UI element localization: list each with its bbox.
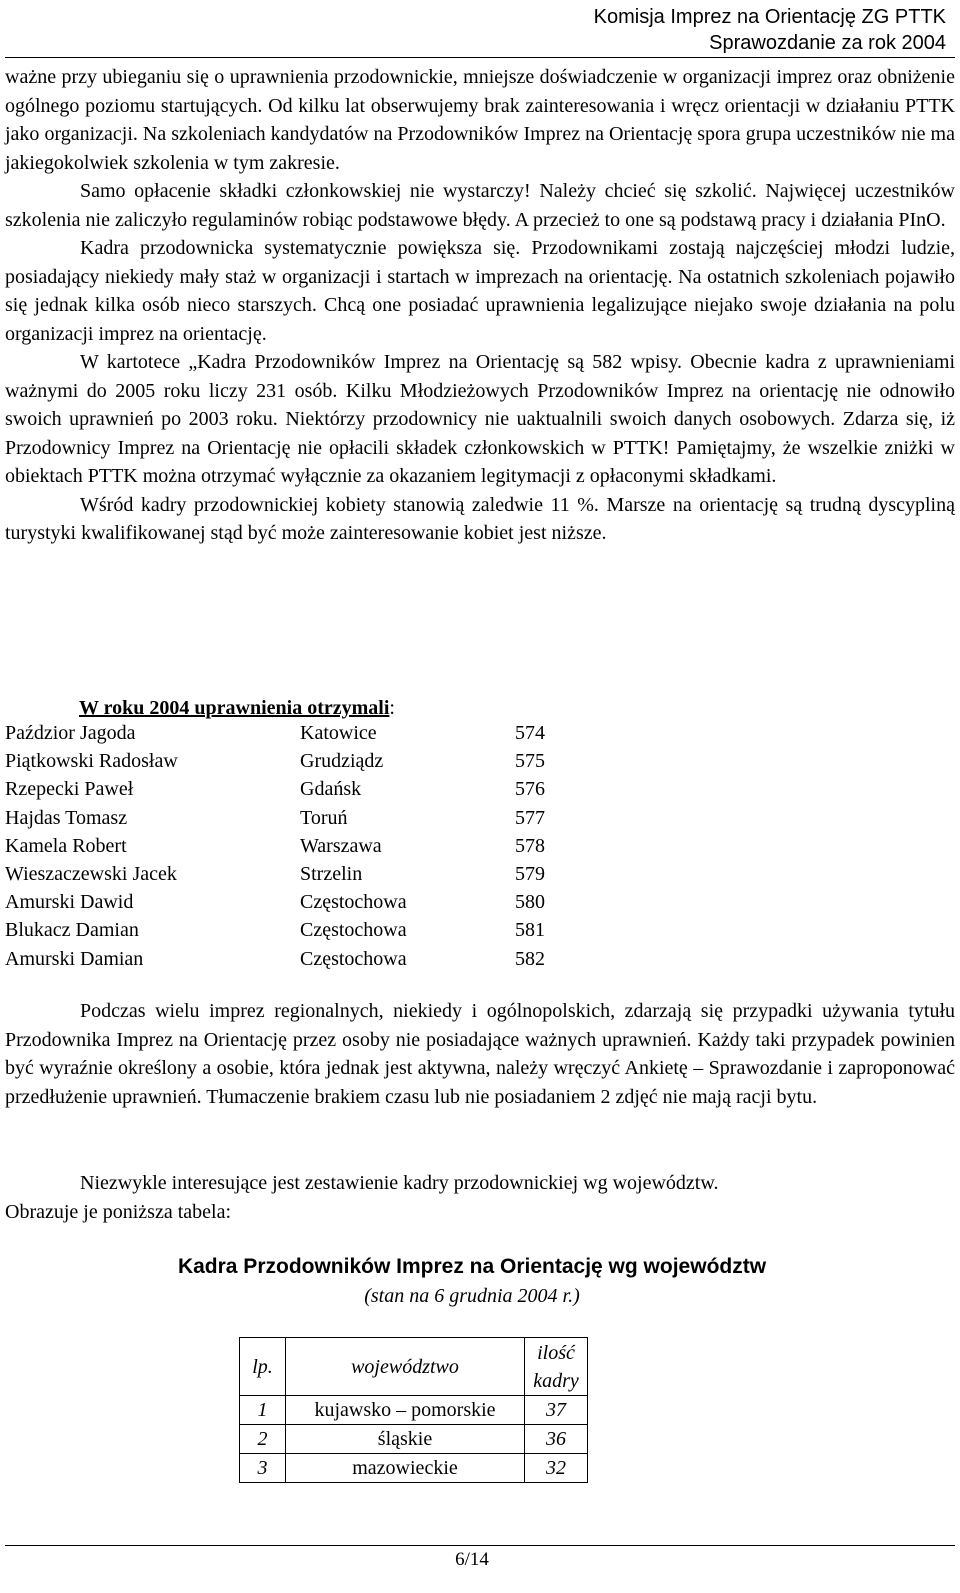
paragraph-table-intro-1: Niezwykle interesujące jest zestawienie kadry przodownickiej wg województw.	[80, 1172, 719, 1194]
paragraph-table-intro-2: Obrazuje je poniższa tabela:	[5, 1200, 231, 1223]
footer-rule	[5, 1545, 955, 1546]
regions-table	[239, 1337, 588, 1483]
cell-lp: 1	[240, 1396, 286, 1425]
cell-region: śląskie	[286, 1425, 525, 1454]
header-organization: Komisja Imprez na Orientację ZG PTTK	[593, 6, 946, 28]
person-city: Toruń	[300, 806, 348, 829]
person-name: Amurski Damian	[5, 947, 144, 970]
cell-region: mazowieckie	[286, 1454, 525, 1483]
header-count-line1: ilość	[537, 1341, 575, 1364]
person-number: 577	[515, 806, 545, 829]
paragraph-table-intro	[5, 1169, 955, 1226]
person-name: Hajdas Tomasz	[5, 806, 128, 829]
table-header-row	[240, 1338, 588, 1396]
person-name: Rzepecki Paweł	[5, 778, 134, 801]
cell-lp: 2	[240, 1425, 286, 1454]
person-name: Blukacz Damian	[5, 919, 139, 942]
person-number: 578	[515, 834, 545, 857]
person-city: Warszawa	[300, 834, 382, 857]
cell-count: 32	[525, 1454, 588, 1483]
table-row	[240, 1396, 588, 1425]
person-name: Amurski Dawid	[5, 891, 134, 914]
page-header	[594, 4, 946, 56]
header-report-title: Sprawozdanie za rok 2004	[709, 32, 946, 54]
paragraph-membership: Samo opłacenie składki członkowskiej nie wystarczy! Należy chcieć się szkolić. Najwięcej uczestników szkolenia nie zaliczyło regulaminów robiąc podstawowe błędy. A przecież to one są podstawą pracy i działania PInO.	[5, 180, 955, 231]
page-number: 6/14	[455, 1549, 489, 1570]
person-city: Gdańsk	[300, 778, 362, 801]
paragraph-cadre-growth: Kadra przodownicka systematycznie powiększa się. Przodownikami zostają najczęściej młodzi ludzie, posiadający niekiedy mały staż w organizacji i startach w imprezach na orientację. Na ostatnich szkoleniach pojawiło się jednak kilka osób nieco starszych. Chcą one posiadać uprawnienia legalizujące niejako swoje działania na polu organizacji imprez na orientację.	[5, 237, 955, 345]
paragraph-misuse-block	[5, 997, 955, 1111]
person-number: 581	[515, 919, 545, 942]
cell-region: kujawsko – pomorskie	[286, 1396, 525, 1425]
header-rule	[5, 57, 955, 58]
person-city: Katowice	[300, 722, 377, 744]
table-row	[240, 1454, 588, 1483]
person-number: 582	[515, 947, 545, 970]
header-lp: lp.	[240, 1338, 286, 1396]
person-name: Paździor Jagoda	[5, 722, 136, 744]
person-name: Wieszaczewski Jacek	[5, 862, 177, 885]
report-body	[5, 63, 955, 548]
granted-colon: :	[389, 697, 395, 719]
table-row	[240, 1425, 588, 1454]
person-number: 574	[515, 722, 545, 744]
granted-heading	[79, 694, 395, 722]
person-name: Piątkowski Radosław	[5, 750, 178, 773]
person-city: Częstochowa	[300, 891, 407, 914]
person-number: 576	[515, 778, 545, 801]
person-city: Częstochowa	[300, 919, 407, 942]
cell-count: 37	[525, 1396, 588, 1425]
table-subtitle: (stan na 6 grudnia 2004 r.)	[364, 1285, 580, 1307]
person-number: 580	[515, 891, 545, 914]
granted-title: W roku 2004 uprawnienia otrzymali	[79, 697, 390, 719]
header-count-line2: kadry	[533, 1369, 579, 1392]
person-city: Grudziądz	[300, 750, 384, 773]
header-count	[525, 1338, 588, 1396]
paragraph-misuse: Podczas wielu imprez regionalnych, niekiedy i ogólnopolskich, zdarzają się przypadki używania tytułu Przodownika Imprez na Orientację przez osoby nie posiadające ważnych uprawnień. Każdy taki przypadek powinien być wyraźnie określony a osobie, która jednak jest aktywna, należy wręczyć Ankietę – Sprawozdanie i zaproponować przedłużenie uprawnień. Tłumaczenie brakiem czasu lub nie posiadaniem 2 zdjęć nie mają racji bytu.	[5, 1000, 955, 1108]
person-number: 575	[515, 750, 545, 773]
table-title: Kadra Przodowników Imprez na Orientację wg województw	[177, 1255, 767, 1278]
header-region: województwo	[286, 1338, 525, 1396]
person-number: 579	[515, 862, 545, 885]
cell-count: 36	[525, 1425, 588, 1454]
paragraph-training: ważne przy ubieganiu się o uprawnienia przodownickie, mniejsze doświadczenie w organizacji imprez oraz obniżenie ogólnego poziomu startujących. Od kilku lat obserwujemy brak zainteresowania i wręcz orientacji w działaniu PTTK jako organizacji. Na szkoleniach kandydatów na Przodowników Imprez na Orientację spora grupa uczestników nie ma jakiegokolwiek szkolenia w tym zakresie.	[5, 66, 955, 174]
paragraph-women: Wśród kadry przodownickiej kobiety stanowią zaledwie 11 %. Marsze na orientację są trudną dyscypliną turystyki kwalifikowanej stąd być może zainteresowanie kobiet jest niższe.	[5, 493, 955, 544]
person-name: Kamela Robert	[5, 834, 127, 857]
person-city: Strzelin	[300, 862, 363, 885]
person-city: Częstochowa	[300, 947, 407, 970]
paragraph-registry: W kartotece „Kadra Przodowników Imprez na Orientację są 582 wpisy. Obecnie kadra z uprawnieniami ważnymi do 2005 roku liczy 231 osób. Kilku Młodzieżowych Przodowników Imprez na orientację nie odnowiło swoich uprawnień po 2003 roku. Niektórzy przodownicy nie uaktualnili swoich danych osobowych. Zdarza się, iż Przodownicy Imprez na Orientację nie opłacili składek członkowskich w PTTK! Pamiętajmy, że wszelkie zniżki w obiektach PTTK można otrzymać wyłącznie za okazaniem legitymacji z opłaconymi składkami.	[5, 351, 955, 487]
cell-lp: 3	[240, 1454, 286, 1483]
